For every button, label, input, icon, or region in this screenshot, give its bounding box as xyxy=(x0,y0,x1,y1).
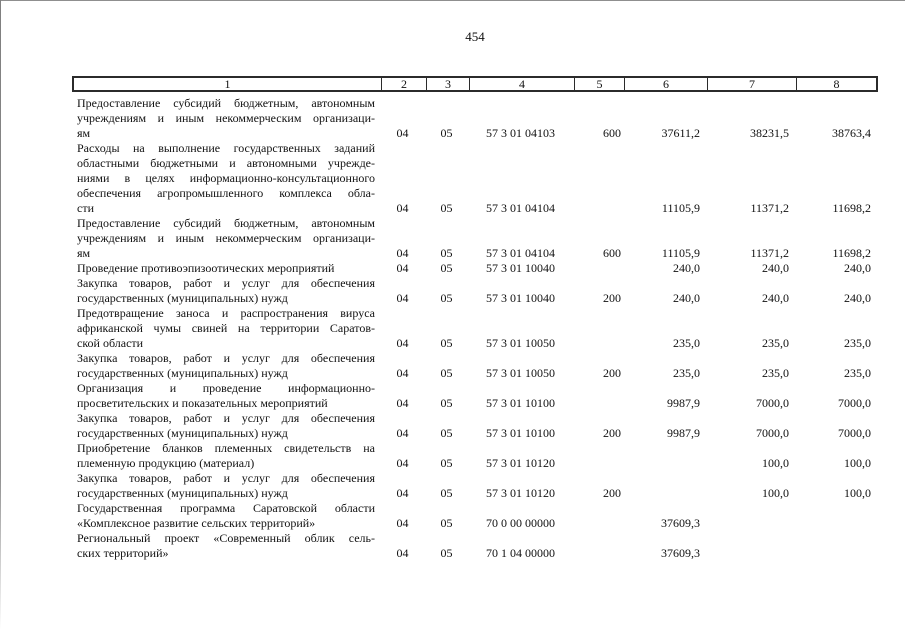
row-cell-c7: 235,0 xyxy=(762,336,789,350)
row-cell-c7: 38231,5 xyxy=(750,126,789,140)
table-row xyxy=(72,216,878,261)
row-name-line: ям xyxy=(77,246,91,260)
row-cell-c3: 05 xyxy=(440,291,453,305)
row-cell-c4: 57 3 01 10040 xyxy=(486,261,555,275)
page-edge-left xyxy=(0,0,1,630)
row-cell-c2: 04 xyxy=(396,126,409,140)
row-cell-c4: 57 3 01 04104 xyxy=(486,201,555,215)
row-cell-c2: 04 xyxy=(396,366,409,380)
row-cell-c8: 100,0 xyxy=(844,486,871,500)
row-cell-c4: 57 3 01 10050 xyxy=(486,366,555,380)
row-cell-c4: 57 3 01 10040 xyxy=(486,291,555,305)
row-name-line: Предоставление субсидий бюджетным, автономным xyxy=(77,216,375,230)
row-cell-c8: 100,0 xyxy=(844,456,871,470)
table-row xyxy=(72,261,878,276)
row-name-line: учреждениям и иным некоммерческим организаци- xyxy=(77,231,375,245)
header-cell-8: 8 xyxy=(833,77,840,91)
row-cell-c7: 7000,0 xyxy=(756,396,789,410)
row-cell-c4: 70 0 00 00000 xyxy=(486,516,555,530)
row-name-line: обеспечения агропромышленного комплекса обла- xyxy=(77,186,375,200)
row-cell-c8: 7000,0 xyxy=(838,396,871,410)
row-cell-c3: 05 xyxy=(440,201,453,215)
row-cell-c3: 05 xyxy=(440,366,453,380)
row-cell-c2: 04 xyxy=(396,396,409,410)
row-cell-c6: 37611,2 xyxy=(661,126,700,140)
row-name-line: «Комплексное развитие сельских территорий» xyxy=(77,516,316,530)
row-name-cell xyxy=(72,96,380,141)
row-cell-c4: 57 3 01 04103 xyxy=(486,126,555,140)
table-row xyxy=(72,381,878,411)
row-cell-c8: 240,0 xyxy=(844,291,871,305)
table-row xyxy=(72,306,878,351)
budget-table xyxy=(72,76,878,561)
row-name-cell xyxy=(72,261,380,276)
row-name-cell xyxy=(72,501,380,531)
row-name-line: Государственная программа Саратовской области xyxy=(77,501,375,515)
page-number: 454 xyxy=(465,29,485,44)
row-cell-c6: 235,0 xyxy=(673,366,700,380)
row-name-line: Закупка товаров, работ и услуг для обеспечения xyxy=(77,471,375,485)
row-cell-c2: 04 xyxy=(396,486,409,500)
row-name-cell xyxy=(72,306,380,351)
row-cell-c4: 57 3 01 10100 xyxy=(486,426,555,440)
row-name-cell xyxy=(72,351,380,381)
row-name-line: учреждениям и иным некоммерческим организаци- xyxy=(77,111,375,125)
row-cell-c2: 04 xyxy=(396,246,409,260)
row-name-line: Закупка товаров, работ и услуг для обеспечения xyxy=(77,411,375,425)
row-cell-c8: 11698,2 xyxy=(832,201,871,215)
row-cell-c4: 57 3 01 10100 xyxy=(486,396,555,410)
row-cell-c7: 100,0 xyxy=(762,456,789,470)
row-name-cell xyxy=(72,471,380,501)
row-cell-c4: 57 3 01 10120 xyxy=(486,456,555,470)
row-cell-c4: 57 3 01 10120 xyxy=(486,486,555,500)
row-cell-c3: 05 xyxy=(440,546,453,560)
row-cell-c4: 57 3 01 04104 xyxy=(486,246,555,260)
header-cell-2: 2 xyxy=(382,78,427,90)
row-name-line: Организация и проведение информационно- xyxy=(77,381,375,395)
row-name-cell xyxy=(72,216,380,261)
row-cell-c8: 7000,0 xyxy=(838,426,871,440)
row-cell-c5: 200 xyxy=(603,366,621,380)
row-cell-c2: 04 xyxy=(396,336,409,350)
row-name-line: ской области xyxy=(77,336,144,350)
row-name-line: Предоставление субсидий бюджетным, автономным xyxy=(77,96,375,110)
row-cell-c2: 04 xyxy=(396,456,409,470)
row-name-line: ниями в целях информационно-консультационного xyxy=(77,171,375,185)
row-cell-c2: 04 xyxy=(396,516,409,530)
row-cell-c5: 200 xyxy=(603,291,621,305)
row-cell-c5: 600 xyxy=(603,126,621,140)
row-name-cell xyxy=(72,411,380,441)
row-cell-c8: 235,0 xyxy=(844,336,871,350)
row-name-cell xyxy=(72,141,380,216)
row-name-line: ям xyxy=(77,126,91,140)
row-cell-c3: 05 xyxy=(440,456,453,470)
row-name-cell xyxy=(72,381,380,411)
table-row xyxy=(72,276,878,306)
table-row xyxy=(72,531,878,561)
row-cell-c6: 240,0 xyxy=(673,291,700,305)
row-cell-c3: 05 xyxy=(440,396,453,410)
table-row xyxy=(72,441,878,471)
row-cell-c2: 04 xyxy=(396,291,409,305)
row-name-line: ских территорий» xyxy=(77,546,169,560)
row-name-line: областными бюджетными и автономными учрежде- xyxy=(77,156,375,170)
row-name-cell xyxy=(72,441,380,471)
row-cell-c2: 04 xyxy=(396,426,409,440)
row-cell-c7: 240,0 xyxy=(762,291,789,305)
table-row xyxy=(72,471,878,501)
row-cell-c7: 235,0 xyxy=(762,366,789,380)
header-cell-4: 4 xyxy=(470,78,575,90)
row-cell-c6: 240,0 xyxy=(673,261,700,275)
row-cell-c3: 05 xyxy=(440,426,453,440)
row-name-line: Закупка товаров, работ и услуг для обеспечения xyxy=(77,351,375,365)
row-cell-c2: 04 xyxy=(396,261,409,275)
row-name-line: Региональный проект «Современный облик сель- xyxy=(77,531,375,545)
row-name-line: сти xyxy=(77,201,94,215)
row-name-line: Расходы на выполнение государственных заданий xyxy=(77,141,375,155)
row-cell-c6: 9987,9 xyxy=(667,426,700,440)
row-name-line: племенную продукцию (материал) xyxy=(77,456,255,470)
row-name-cell xyxy=(72,531,380,561)
row-cell-c3: 05 xyxy=(440,126,453,140)
table-row xyxy=(72,351,878,381)
row-cell-c6: 37609,3 xyxy=(661,516,700,530)
table-row xyxy=(72,141,878,216)
row-name-line: государственных (муниципальных) нужд xyxy=(77,366,288,380)
row-cell-c8: 11698,2 xyxy=(832,246,871,260)
row-cell-c6: 235,0 xyxy=(673,336,700,350)
row-cell-c7: 11371,2 xyxy=(750,201,789,215)
row-cell-c6: 37609,3 xyxy=(661,546,700,560)
row-cell-c3: 05 xyxy=(440,261,453,275)
page-edge-top xyxy=(0,0,905,1)
header-cell-1: 1 xyxy=(74,78,382,90)
row-cell-c7: 7000,0 xyxy=(756,426,789,440)
row-cell-c5: 200 xyxy=(603,486,621,500)
row-name-line: просветительских и показательных мероприятий xyxy=(77,396,328,410)
table-row xyxy=(72,411,878,441)
row-cell-c6: 9987,9 xyxy=(667,396,700,410)
row-cell-c3: 05 xyxy=(440,336,453,350)
table-body xyxy=(72,92,878,561)
row-name-line: государственных (муниципальных) нужд xyxy=(77,291,288,305)
row-cell-c3: 05 xyxy=(440,516,453,530)
row-cell-c8: 240,0 xyxy=(844,261,871,275)
row-cell-c7: 100,0 xyxy=(762,486,789,500)
header-cell-6: 6 xyxy=(625,78,708,90)
row-name-line: Проведение противоэпизоотических мероприятий xyxy=(77,261,335,275)
row-name-line: Закупка товаров, работ и услуг для обеспечения xyxy=(77,276,375,290)
row-cell-c2: 04 xyxy=(396,546,409,560)
row-cell-c6: 11105,9 xyxy=(661,201,700,215)
row-name-line: африканской чумы свиней на территории Саратов- xyxy=(77,321,375,335)
row-cell-c8: 38763,4 xyxy=(832,126,871,140)
row-cell-c3: 05 xyxy=(440,486,453,500)
row-cell-c6: 11105,9 xyxy=(661,246,700,260)
row-cell-c2: 04 xyxy=(396,201,409,215)
header-cell-3: 3 xyxy=(427,78,470,90)
row-name-line: государственных (муниципальных) нужд xyxy=(77,426,288,440)
row-cell-c5: 200 xyxy=(603,426,621,440)
table-row xyxy=(72,501,878,531)
table-header-row xyxy=(72,76,878,92)
row-cell-c8: 235,0 xyxy=(844,366,871,380)
row-cell-c3: 05 xyxy=(440,246,453,260)
row-cell-c4: 57 3 01 10050 xyxy=(486,336,555,350)
row-name-line: Приобретение бланков племенных свидетельств на xyxy=(77,441,375,455)
row-name-cell xyxy=(72,276,380,306)
row-name-line: государственных (муниципальных) нужд xyxy=(77,486,288,500)
row-name-line: Предотвращение заноса и распространения вируса xyxy=(77,306,375,320)
row-cell-c7: 240,0 xyxy=(762,261,789,275)
row-cell-c5: 600 xyxy=(603,246,621,260)
header-cell-5: 5 xyxy=(575,78,625,90)
row-cell-c7: 11371,2 xyxy=(750,246,789,260)
header-cell-7: 7 xyxy=(708,78,797,90)
row-cell-c4: 70 1 04 00000 xyxy=(486,546,555,560)
table-row xyxy=(72,96,878,141)
